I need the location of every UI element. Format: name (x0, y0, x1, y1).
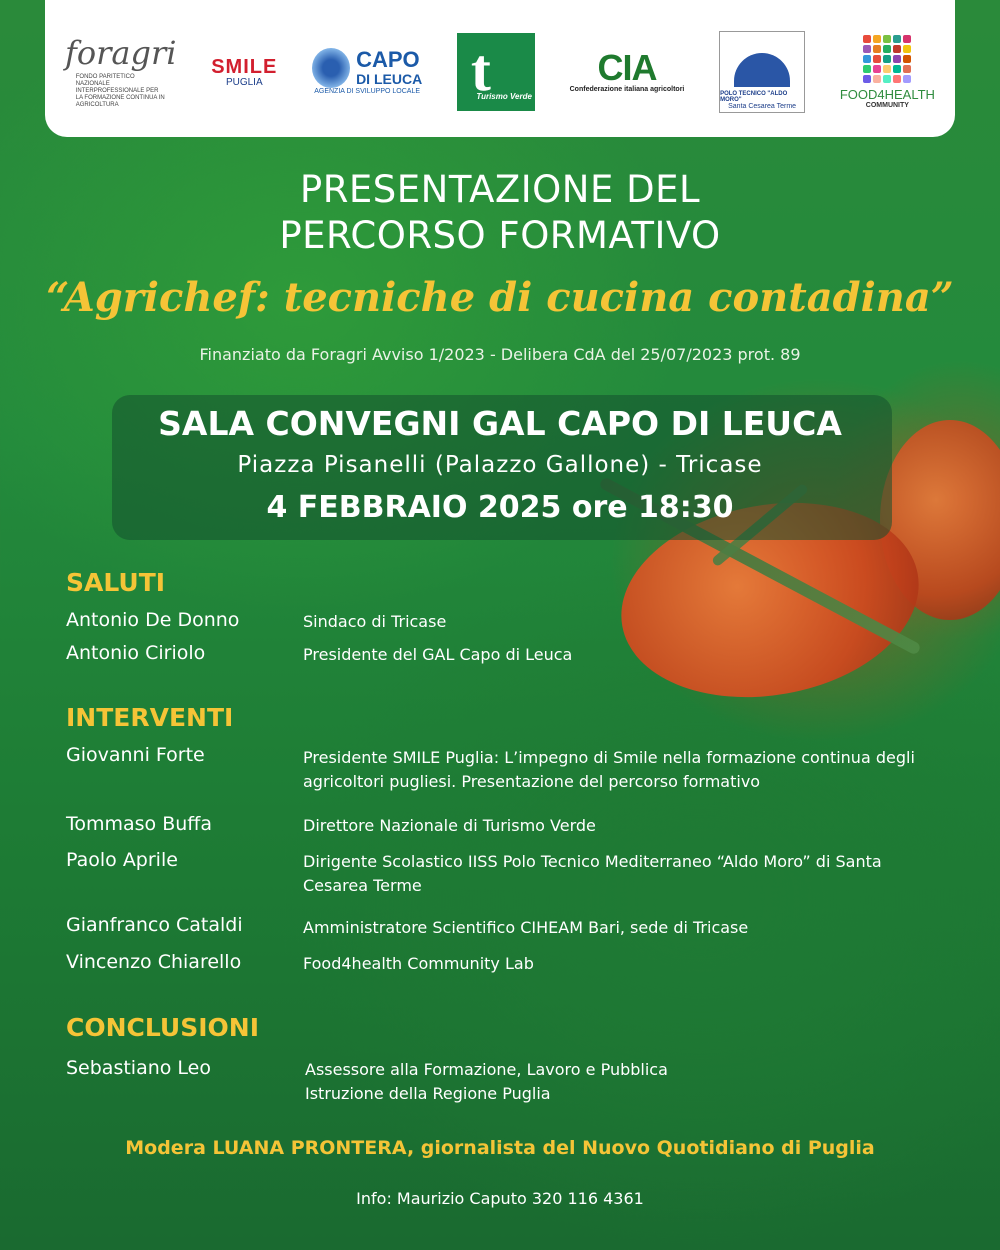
contact-info: Info: Maurizio Caputo 320 116 4361 (356, 1189, 644, 1208)
jar-cell (903, 75, 911, 83)
jar-cell (903, 65, 911, 73)
jar-cell (863, 55, 871, 63)
heading-line-1: PRESENTAZIONE DEL (299, 168, 701, 211)
jar-cell (883, 35, 891, 43)
speaker-role: Amministratore Scientifico CIHEAM Bari, sede di Tricase (303, 918, 749, 937)
jar-cell (873, 65, 881, 73)
food4health-logo: FOOD4HEALTH COMMUNITY (840, 35, 935, 109)
jar-cell (883, 75, 891, 83)
jar-cell (903, 45, 911, 53)
speaker-role: Sindaco di Tricase (303, 612, 447, 631)
speaker-name: Sebastiano Leo (66, 1057, 211, 1079)
jar-cell (863, 35, 871, 43)
course-title: “Agrichef: tecniche di cucina contadina” (46, 274, 954, 321)
olive-tree-icon (312, 48, 350, 88)
section-title-saluti: SALUTI (66, 568, 166, 597)
speaker-name: Antonio De Donno (66, 609, 240, 631)
logo-bar (45, 0, 955, 137)
speaker-role: Presidente SMILE Puglia: L’impegno di Smile nella formazione continua degli agricoltori pugliesi. Presentazione del percorso formativo (303, 748, 915, 791)
foragri-logo: foragri FONDO PARITETICO NAZIONALE INTERPROFESSIONALE PER LA FORMAZIONE CONTINUA IN AGRICOLTURA (65, 34, 177, 108)
moderator-note: Modera LUANA PRONTERA, giornalista del Nuovo Quotidiano di Puglia (125, 1137, 875, 1159)
speaker-role: Direttore Nazionale di Turismo Verde (303, 816, 596, 835)
jar-cell (883, 45, 891, 53)
jar-cell (873, 35, 881, 43)
speaker-role: Presidente del GAL Capo di Leuca (303, 645, 573, 664)
jar-cell (883, 55, 891, 63)
jar-cell (893, 65, 901, 73)
jar-cell (903, 35, 911, 43)
jar-cell (863, 45, 871, 53)
speaker-name: Vincenzo Chiarello (66, 951, 242, 973)
jar-cell (863, 65, 871, 73)
polo-tecnico-logo: POLO TECNICO "ALDO MORO" Santa Cesarea Terme (719, 31, 805, 113)
cia-logo: CIA Confederazione italiana agricoltori (569, 47, 685, 93)
section-title-interventi: INTERVENTI (66, 703, 234, 732)
jar-cell (893, 45, 901, 53)
jar-cell (873, 55, 881, 63)
jar-cell (883, 65, 891, 73)
speaker-name: Gianfranco Cataldi (66, 914, 243, 936)
event-date: 4 FEBBRAIO 2025 ore 18:30 (266, 490, 734, 525)
section-title-conclusioni: CONCLUSIONI (66, 1013, 259, 1042)
jar-cell (893, 75, 901, 83)
jar-cell (863, 75, 871, 83)
speaker-role: Food4health Community Lab (303, 954, 534, 973)
jar-cell (903, 55, 911, 63)
speaker-name: Antonio Ciriolo (66, 642, 206, 664)
jar-cell (893, 35, 901, 43)
funding-note: Finanziato da Foragri Avviso 1/2023 - Delibera CdA del 25/07/2023 prot. 89 (199, 345, 801, 364)
venue-address: Piazza Pisanelli (Palazzo Gallone) - Tricase (237, 452, 763, 478)
jar-cell (873, 75, 881, 83)
jar-cell (873, 45, 881, 53)
dome-icon (734, 53, 790, 87)
jar-cell (893, 55, 901, 63)
venue-name: SALA CONVEGNI GAL CAPO DI LEUCA (158, 404, 842, 443)
capo-di-leuca-logo: CAPO DI LEUCA AGENZIA DI SVILUPPO LOCALE (312, 48, 422, 95)
speaker-name: Giovanni Forte (66, 744, 205, 766)
jar-grid-icon (863, 35, 911, 83)
speaker-role: Assessore alla Formazione, Lavoro e Pubblica Istruzione della Regione Puglia (305, 1060, 668, 1103)
turismo-verde-logo: t Turismo Verde (457, 33, 535, 111)
speaker-name: Tommaso Buffa (66, 813, 213, 835)
smile-puglia-logo: SMILE PUGLIA (211, 55, 278, 88)
speaker-role: Dirigente Scolastico IISS Polo Tecnico Mediterraneo “Aldo Moro” di Santa Cesarea Terme (303, 852, 882, 895)
heading-line-2: PERCORSO FORMATIVO (279, 214, 721, 257)
speaker-name: Paolo Aprile (66, 849, 178, 871)
